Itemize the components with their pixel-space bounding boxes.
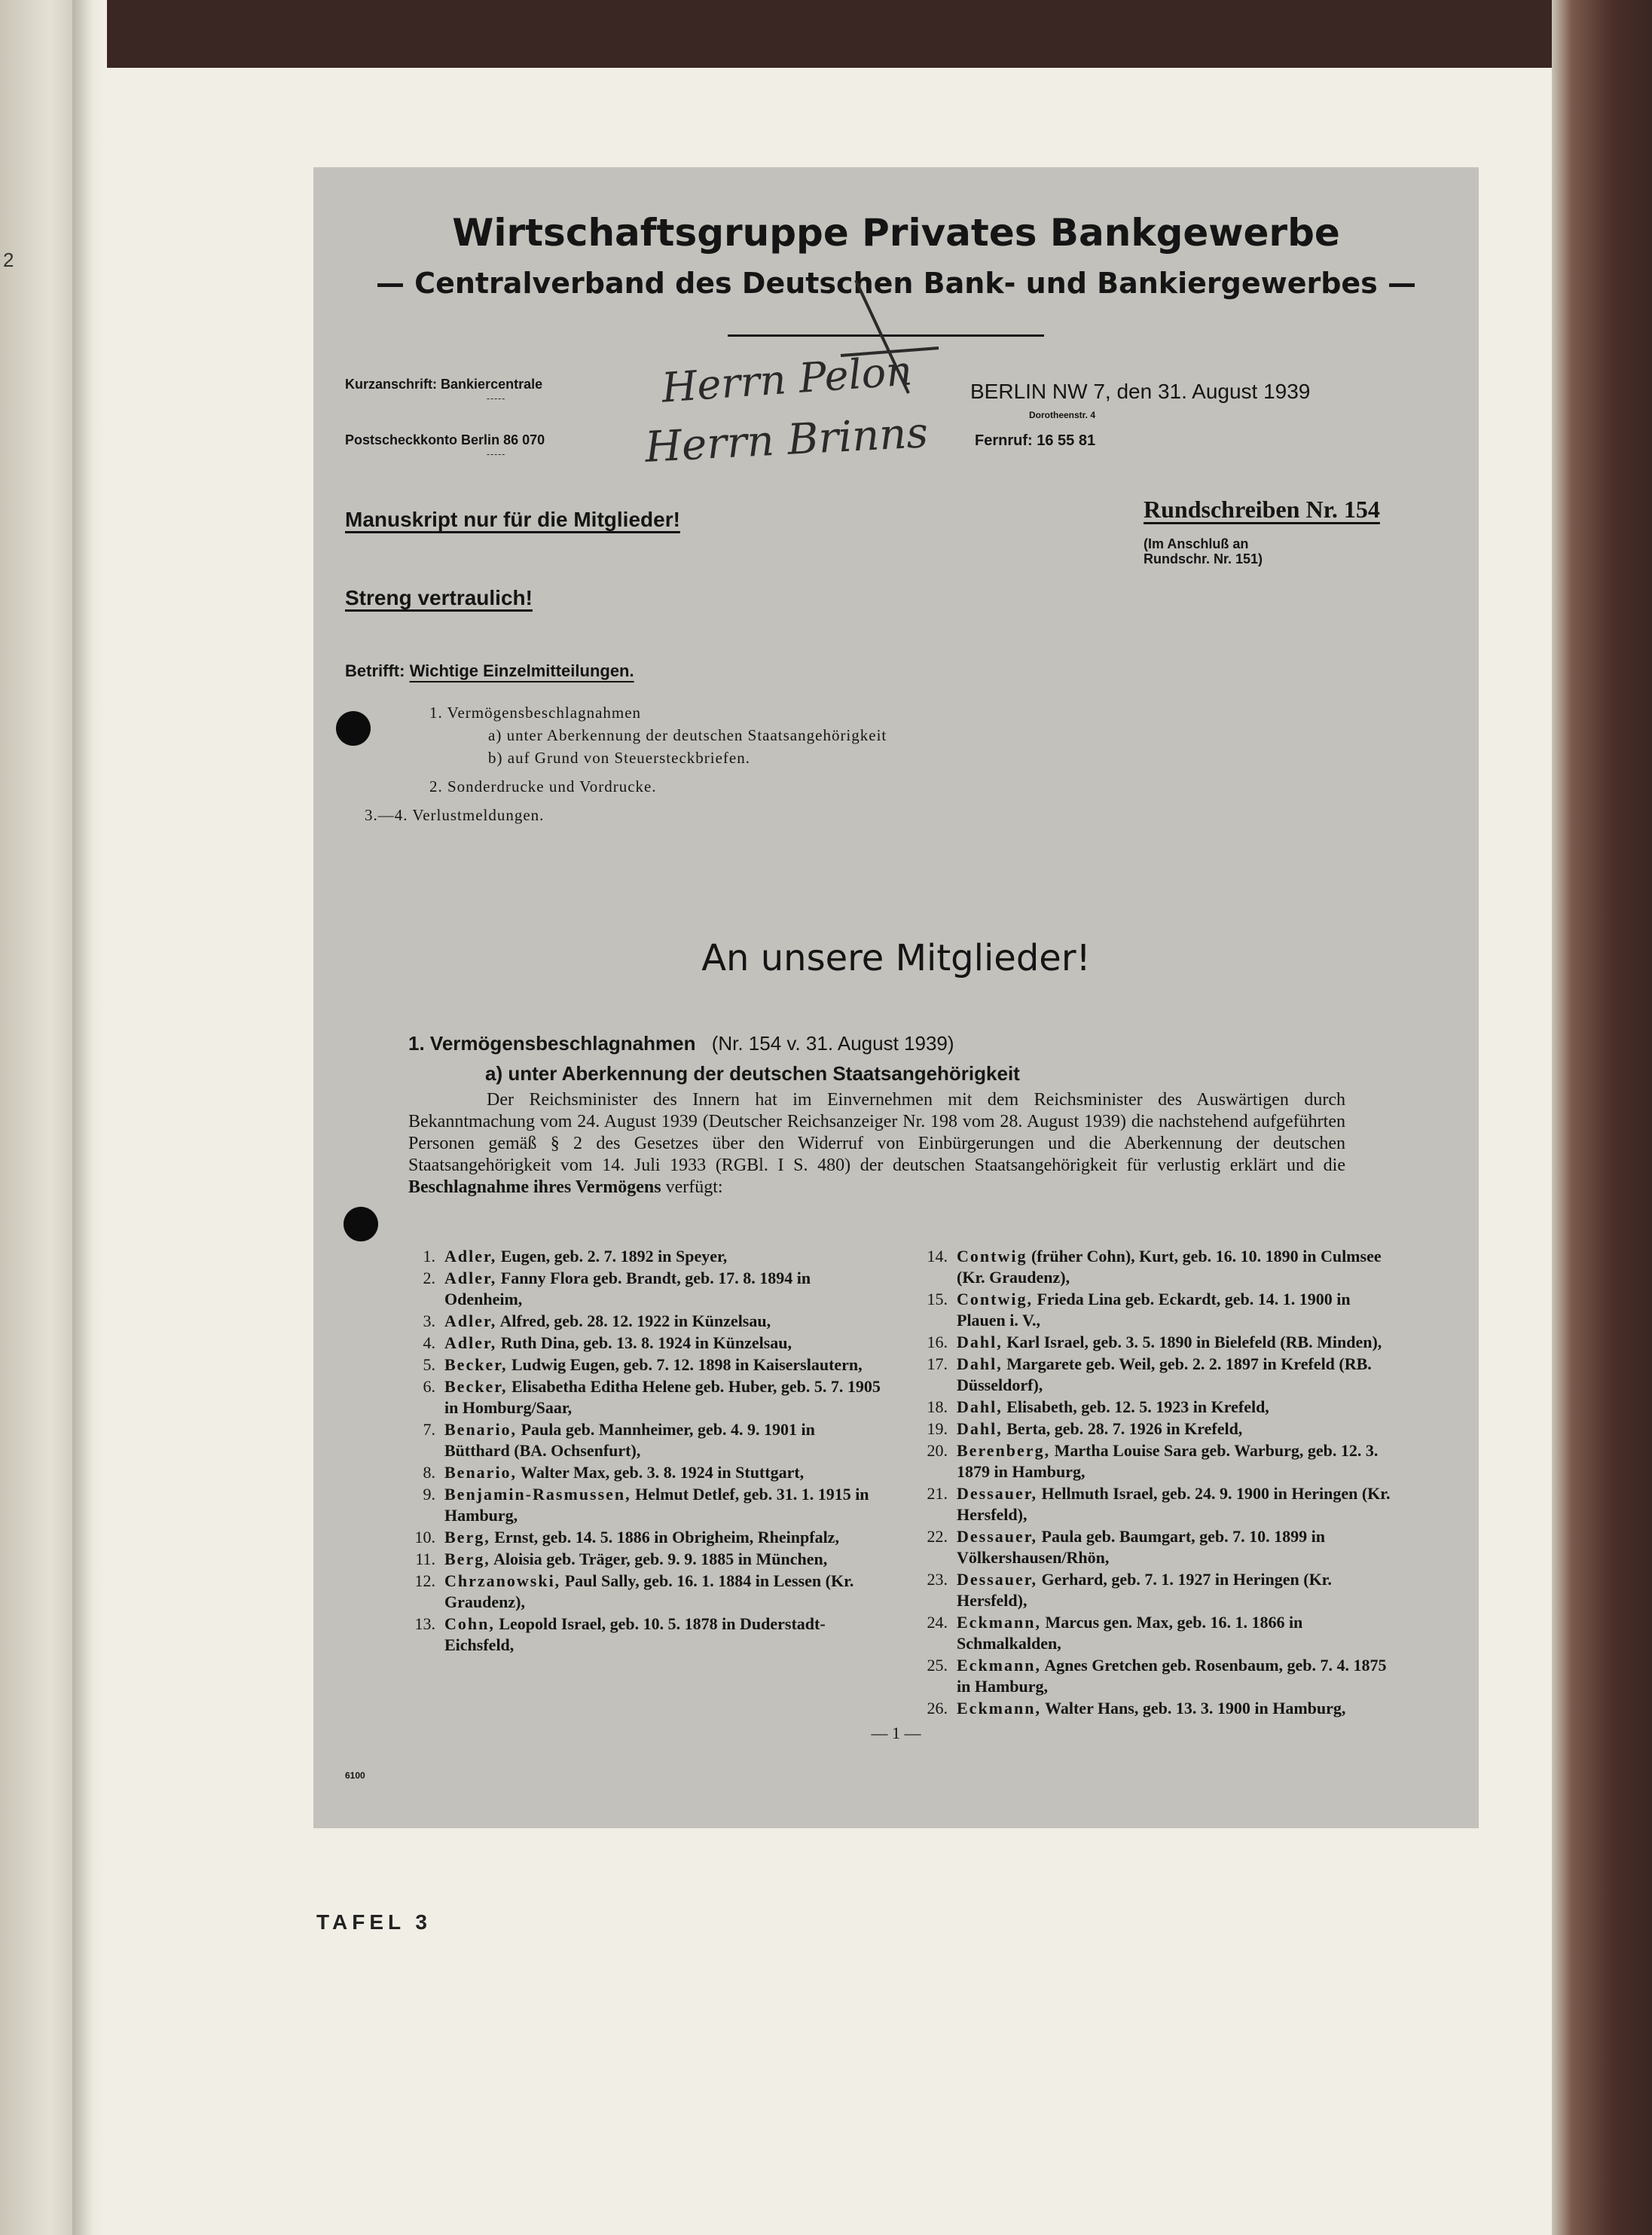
list-item-details: Frieda Lina geb. Eckardt, geb. 14. 1. 1900 in Plauen i. V., (957, 1290, 1351, 1330)
list-item-text (444, 1527, 884, 1548)
list-item (402, 1268, 884, 1310)
list-item-number: 24. (927, 1613, 948, 1632)
list-item-surname: Dahl, (957, 1333, 1003, 1351)
list-item-number: 25. (927, 1656, 948, 1675)
list-item-surname: Dahl, (957, 1397, 1003, 1416)
list-item-surname: Dessauer, (957, 1570, 1038, 1589)
list-item-surname: Contwig, (957, 1290, 1033, 1308)
list-item-text (444, 1462, 884, 1483)
left-page-edge (0, 0, 72, 2235)
list-item-text (444, 1549, 884, 1570)
list-item-details: Paula geb. Mannheimer, geb. 4. 9. 1901 in Bütthard (BA. Ochsenfurt), (444, 1420, 815, 1460)
section-subheading: a) unter Aberkennung der deutschen Staatsangehörigkeit (485, 1062, 1020, 1085)
toc-item-1a: a) unter Aberkennung der deutschen Staatsangehörigkeit (488, 726, 887, 744)
punch-hole-bottom (344, 1207, 378, 1241)
salutation: An unsere Mitglieder! (701, 937, 1091, 979)
list-item-details: Marcus gen. Max, geb. 16. 1. 1866 in Schmalkalden, (957, 1613, 1303, 1653)
postal-label: Postscheckkonto Berlin (345, 432, 500, 447)
list-item (402, 1311, 884, 1332)
list-item-details: Ruth Dina, geb. 13. 8. 1924 in Künzelsau, (496, 1333, 792, 1352)
cable-value: Bankiercentrale (441, 377, 543, 392)
body-paragraph (408, 1089, 1345, 1198)
subject-value: Wichtige Einzelmitteilungen. (409, 661, 634, 680)
list-item (402, 1376, 884, 1418)
list-item-text (957, 1483, 1397, 1525)
list-item (402, 1484, 884, 1526)
list-item-details: Alfred, geb. 28. 12. 1922 in Künzelsau, (496, 1311, 771, 1330)
list-item-text (444, 1333, 884, 1354)
circular-reference-line-1: (Im Anschluß an (1144, 536, 1249, 551)
list-item-text (957, 1289, 1397, 1331)
list-item-surname: Chrzanowski, (444, 1571, 561, 1590)
list-item-details: Elisabeth, geb. 12. 5. 1923 in Krefeld, (1002, 1397, 1269, 1416)
list-item-details: (früher Cohn), Kurt, geb. 16. 10. 1890 in Culmsee (Kr. Graudenz), (957, 1247, 1382, 1287)
list-item-number: 23. (927, 1570, 948, 1589)
list-item-number: 10. (414, 1528, 435, 1546)
entries-column-right (915, 1246, 1397, 1720)
list-item-details: Paula geb. Baumgart, geb. 7. 10. 1899 in Völkershausen/Rhön, (957, 1527, 1325, 1567)
list-item-text (957, 1655, 1397, 1697)
list-item-details: Agnes Gretchen geb. Rosenbaum, geb. 7. 4. 1875 in Hamburg, (957, 1656, 1387, 1696)
circular-number: Rundschreiben Nr. 154 (1144, 496, 1380, 523)
handwritten-line-1: Herrn Pelon (660, 347, 914, 412)
list-item-details: Gerhard, geb. 7. 1. 1927 in Heringen (Kr. Hersfeld), (957, 1570, 1332, 1610)
list-item-surname: Eckmann, (957, 1699, 1041, 1717)
place-date: BERLIN NW 7, den 31. August 1939 (970, 380, 1311, 403)
list-item-text (957, 1698, 1397, 1719)
list-item-number: 5. (423, 1355, 435, 1374)
body-text-bold: Beschlagnahme ihres Vermögens (408, 1177, 661, 1197)
toc-item-1b: b) auf Grund von Steuersteckbriefen. (488, 749, 750, 767)
list-item-text (444, 1246, 884, 1267)
list-item-text (444, 1484, 884, 1526)
list-item-number: 8. (423, 1463, 435, 1482)
book-cover-edge (1552, 0, 1652, 2235)
list-item-details: Ludwig Eugen, geb. 7. 12. 1898 in Kaiserslautern, (507, 1355, 863, 1374)
list-item-text (957, 1569, 1397, 1611)
list-item-text (444, 1268, 884, 1310)
confidential-notice: Streng vertraulich! (345, 586, 533, 609)
phone-value: 16 55 81 (1037, 432, 1096, 449)
list-item-surname: Adler, (444, 1269, 497, 1287)
list-item-text (957, 1397, 1397, 1418)
list-item-surname: Berg, (444, 1550, 490, 1568)
list-item-number: 22. (927, 1527, 948, 1546)
list-item-text (444, 1571, 884, 1613)
list-item (402, 1614, 884, 1656)
section-heading-title: 1. Vermögensbeschlagnahmen (408, 1032, 696, 1055)
postal-value: 86 070 (503, 432, 545, 447)
circular-reference-line-2: Rundschr. Nr. 151) (1144, 551, 1263, 566)
list-item-number: 26. (927, 1699, 948, 1717)
list-item-text (444, 1354, 884, 1376)
list-item-surname: Adler, (444, 1311, 497, 1330)
list-item-details: Martha Louise Sara geb. Warburg, geb. 12. 3. 1879 in Hamburg, (957, 1441, 1379, 1481)
list-item-details: Walter Max, geb. 3. 8. 1924 in Stuttgart, (517, 1463, 805, 1482)
letterhead-subtitle: — Centralverband des Deutschen Bank- und Bankiergewerbes — (375, 267, 1417, 300)
list-item (915, 1332, 1397, 1353)
phone-label: Fernruf: (975, 432, 1033, 449)
list-item (402, 1527, 884, 1548)
list-item-text (444, 1614, 884, 1656)
list-item-surname: Eckmann, (957, 1613, 1041, 1632)
list-item-surname: Adler, (444, 1333, 497, 1352)
list-item-details: Walter Hans, geb. 13. 3. 1900 in Hamburg, (1040, 1699, 1346, 1717)
list-item (402, 1419, 884, 1461)
list-item-surname: Benario, (444, 1463, 518, 1482)
list-item-number: 14. (927, 1247, 948, 1266)
document-plate (313, 167, 1479, 1828)
book-gutter (72, 0, 107, 2235)
list-item (915, 1289, 1397, 1331)
list-item-text (957, 1526, 1397, 1568)
handwritten-line-2: Herrn Brinns (643, 408, 930, 472)
list-item-surname: Becker, (444, 1355, 508, 1374)
list-item (915, 1397, 1397, 1418)
list-item-surname: Dahl, (957, 1354, 1003, 1373)
list-item-details: Fanny Flora geb. Brandt, geb. 17. 8. 1894 in Odenheim, (444, 1269, 811, 1308)
list-item (402, 1333, 884, 1354)
list-item-text (444, 1311, 884, 1332)
list-item (915, 1655, 1397, 1697)
street-address: Dorotheenstr. 4 (1029, 410, 1096, 420)
list-item-surname: Contwig (957, 1247, 1028, 1266)
list-item (915, 1483, 1397, 1525)
list-item-text (957, 1440, 1397, 1482)
list-item-number: 4. (423, 1333, 435, 1352)
members-only-notice: Manuskript nur für die Mitglieder! (345, 508, 680, 531)
list-item (402, 1571, 884, 1613)
list-item (915, 1246, 1397, 1288)
body-text: Der Reichsminister des Innern hat im Einvernehmen mit dem Reichsminister des Auswärtigen durch Bekanntmachung vom 24. August 1939 (Deutscher Reichsanzeiger Nr. 198 vom 28. August 1939) die nachstehend aufgeführten Personen gemäß § 2 des Gesetzes über den Widerruf von Einbürgerungen und die Aberkennung der deutschen Staatsangehörigkeit vom 14. Juli 1933 (RGBl. I S. 480) der deutschen Staatsangehörigkeit für verlustig erklärt und die (408, 1090, 1345, 1175)
list-item-surname: Eckmann, (957, 1656, 1041, 1675)
list-item-surname: Berenberg, (957, 1441, 1051, 1460)
list-item-details: Ernst, geb. 14. 5. 1886 in Obrigheim, Rheinpfalz, (490, 1528, 839, 1546)
list-item-number: 16. (927, 1333, 948, 1351)
phone (975, 432, 1095, 450)
list-item (915, 1698, 1397, 1719)
list-item (915, 1612, 1397, 1654)
list-item-details: Aloisia geb. Träger, geb. 9. 9. 1885 in München, (490, 1550, 828, 1568)
list-item-text (444, 1419, 884, 1461)
list-item-number: 9. (423, 1485, 435, 1504)
list-item-surname: Dahl, (957, 1419, 1003, 1438)
circular-reference (1144, 536, 1263, 566)
list-item-details: Berta, geb. 28. 7. 1926 in Krefeld, (1002, 1419, 1243, 1438)
list-item-text (957, 1418, 1397, 1440)
list-item-text (444, 1376, 884, 1418)
body-text-end: verfügt: (661, 1177, 723, 1197)
cable-separator: ----- (487, 393, 506, 404)
page-number: — 1 — (871, 1724, 921, 1742)
list-item-number: 19. (927, 1419, 948, 1438)
list-item-number: 12. (414, 1571, 435, 1590)
list-item-surname: Dessauer, (957, 1527, 1038, 1546)
letterhead-title: Wirtschaftsgruppe Privates Bankgewerbe (452, 211, 1340, 255)
list-item-number: 20. (927, 1441, 948, 1460)
list-item-number: 15. (927, 1290, 948, 1308)
list-item (402, 1462, 884, 1483)
list-item (402, 1549, 884, 1570)
subject-label: Betrifft: (345, 661, 405, 680)
list-item-surname: Benario, (444, 1420, 518, 1439)
toc-item-2: 2. Sonderdrucke und Vordrucke. (429, 777, 657, 795)
list-item-number: 21. (927, 1484, 948, 1503)
list-item-number: 13. (414, 1614, 435, 1633)
punch-hole-top (336, 711, 371, 746)
list-item-details: Eugen, geb. 2. 7. 1892 in Speyer, (496, 1247, 728, 1266)
list-item-details: Elisabetha Editha Helene geb. Huber, geb. 5. 7. 1905 in Homburg/Saar, (444, 1377, 881, 1417)
toc-item-1: 1. Vermögensbeschlagnahmen (429, 704, 642, 722)
plate-label: TAFEL 3 (316, 1910, 432, 1934)
list-item-text (957, 1246, 1397, 1288)
list-item-number: 1. (423, 1247, 435, 1266)
list-item-number: 7. (423, 1420, 435, 1439)
entries-column-left (402, 1246, 884, 1656)
list-item-details: Karl Israel, geb. 3. 5. 1890 in Bielefeld (RB. Minden), (1002, 1333, 1382, 1351)
list-item-number: 6. (423, 1377, 435, 1396)
list-item-details: Leopold Israel, geb. 10. 5. 1878 in Duderstadt-Eichsfeld, (444, 1614, 826, 1654)
list-item-details: Helmut Detlef, geb. 31. 1. 1915 in Hamburg, (444, 1485, 869, 1525)
list-item (915, 1526, 1397, 1568)
list-item-details: Margarete geb. Weil, geb. 2. 2. 1897 in Krefeld (RB. Düsseldorf), (957, 1354, 1372, 1394)
left-page-number: 2 (3, 249, 14, 271)
list-item-details: Hellmuth Israel, geb. 24. 9. 1900 in Heringen (Kr. Hersfeld), (957, 1484, 1391, 1524)
list-item (402, 1354, 884, 1376)
cable-address (345, 377, 542, 392)
toc-item-3: 3.—4. Verlustmeldungen. (365, 806, 545, 824)
list-item-text (957, 1332, 1397, 1353)
postal-separator: ----- (487, 449, 506, 460)
list-item-details: Paul Sally, geb. 16. 1. 1884 in Lessen (Kr. Graudenz), (444, 1571, 854, 1611)
list-item-number: 2. (423, 1269, 435, 1287)
section-heading-ref: (Nr. 154 v. 31. August 1939) (711, 1032, 954, 1055)
list-item-text (957, 1612, 1397, 1654)
list-item-number: 3. (423, 1311, 435, 1330)
list-item (915, 1440, 1397, 1482)
subject-line (345, 661, 634, 681)
list-item-surname: Adler, (444, 1247, 497, 1266)
list-item (915, 1418, 1397, 1440)
list-item (402, 1246, 884, 1267)
postal-account (345, 432, 545, 448)
list-item-surname: Dessauer, (957, 1484, 1038, 1503)
list-item-text (957, 1354, 1397, 1396)
list-item-number: 17. (927, 1354, 948, 1373)
print-code: 6100 (345, 1770, 365, 1781)
list-item (915, 1569, 1397, 1611)
list-item-surname: Cohn, (444, 1614, 495, 1633)
list-item (915, 1354, 1397, 1396)
list-item-number: 18. (927, 1397, 948, 1416)
section-heading (408, 1032, 954, 1055)
list-item-surname: Benjamin-Rasmussen, (444, 1485, 631, 1504)
list-item-surname: Berg, (444, 1528, 490, 1546)
list-item-number: 11. (415, 1550, 435, 1568)
cable-label: Kurzanschrift: (345, 377, 438, 392)
list-item-surname: Becker, (444, 1377, 508, 1396)
